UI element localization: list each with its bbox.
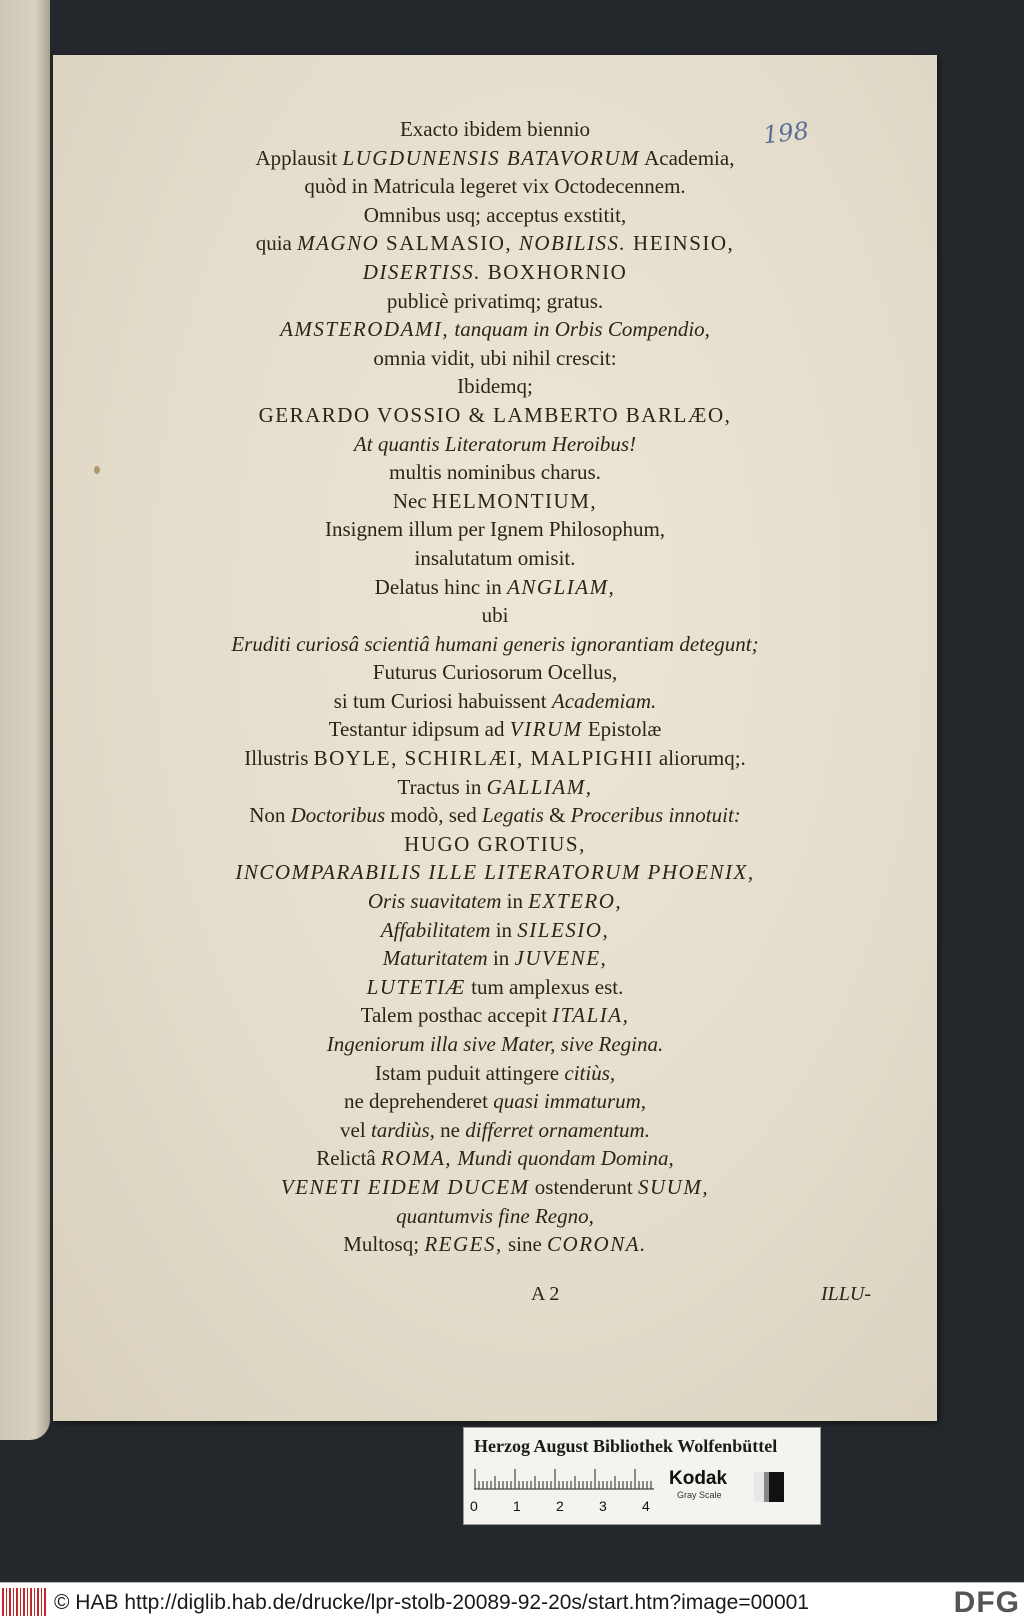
text-line <box>113 372 877 401</box>
text-segment: GERARDO VOSSIO & LAMBERTO BARLÆO, <box>258 402 732 427</box>
text-segment: quia <box>255 231 298 256</box>
text-segment: quantumvis fine Regno, <box>396 1203 594 1228</box>
text-segment: At quantis Literatorum Heroibus! <box>353 431 637 456</box>
text-line <box>113 229 877 258</box>
text-segment: MAGNO <box>297 231 380 256</box>
text-line <box>113 287 877 316</box>
ruler-number: 0 <box>470 1498 478 1514</box>
text-segment: ROMA, <box>380 1146 453 1171</box>
ruler-number: 3 <box>599 1498 607 1514</box>
source-url[interactable]: © HAB http://diglib.hab.de/drucke/lpr-stolb-20089-92-20s/start.htm?image=00001 <box>54 1591 809 1614</box>
text-segment: modò, sed <box>385 803 482 828</box>
text-line <box>113 1173 877 1202</box>
text-segment: tardiùs, <box>370 1117 435 1142</box>
text-line <box>113 658 877 687</box>
text-segment: Eruditi curiosâ scientiâ humani generis ignorantiam detegunt; <box>231 631 759 656</box>
text-segment: tanquam in Orbis Compendio, <box>449 317 710 342</box>
text-segment: omnia vidit, ubi nihil crescit: <box>373 345 617 370</box>
scale-ruler <box>474 1468 654 1490</box>
text-segment: ne deprehenderet <box>343 1089 494 1114</box>
text-segment: in <box>490 917 518 942</box>
text-segment: GALLIAM, <box>486 774 593 799</box>
text-segment: Proceribus innotuit: <box>570 803 741 828</box>
kodak-logo <box>669 1468 727 1500</box>
paper-stain <box>94 466 100 474</box>
text-segment: Multosq; <box>343 1232 425 1257</box>
ruler-number: 1 <box>513 1498 521 1514</box>
text-line <box>113 715 877 744</box>
text-line <box>113 315 877 344</box>
scanned-page <box>53 55 937 1421</box>
text-segment: NOBILISS. <box>518 231 627 256</box>
text-segment: LUTETIÆ <box>366 974 466 999</box>
text-segment: BOYLE, SCHIRLÆI, MALPIGHII <box>313 746 654 771</box>
text-segment: sine <box>502 1232 548 1257</box>
text-segment: Omnibus usq; acceptus exstitit, <box>363 202 627 227</box>
text-segment: DISERTISS. <box>362 259 481 284</box>
text-segment: Oris suavitatem <box>367 889 502 914</box>
text-segment: ANGLIAM, <box>507 574 616 599</box>
text-segment: Academiam. <box>551 688 657 713</box>
gray-swatch <box>754 1472 784 1502</box>
text-segment: HUGO GROTIUS, <box>404 831 586 856</box>
text-line <box>113 344 877 373</box>
text-segment: Academia, <box>640 145 735 170</box>
text-line <box>113 573 877 602</box>
text-segment: HELMONTIUM, <box>431 488 598 513</box>
kodak-subtitle: Gray Scale <box>677 1490 722 1500</box>
text-segment: ITALIA, <box>552 1003 630 1028</box>
text-line <box>113 944 877 973</box>
page-footer <box>113 1283 877 1311</box>
text-line <box>113 201 877 230</box>
text-line <box>113 144 877 173</box>
text-segment: citiùs, <box>564 1060 616 1085</box>
text-segment: AMSTERODAMI, <box>280 317 450 342</box>
color-calibration-card <box>463 1427 821 1525</box>
text-line <box>113 1230 877 1259</box>
text-segment: SILESIO, <box>517 917 610 942</box>
text-line <box>113 1030 877 1059</box>
text-line <box>113 1001 877 1030</box>
text-line <box>113 687 877 716</box>
text-line <box>113 544 877 573</box>
text-segment: Applausit <box>255 145 343 170</box>
footer-bar <box>0 1582 1024 1621</box>
text-segment: BOXHORNIO <box>481 259 628 284</box>
library-name: Herzog August Bibliothek Wolfenbüttel <box>474 1436 778 1456</box>
text-line <box>113 115 877 144</box>
text-segment: Doctoribus <box>290 803 386 828</box>
text-segment: Ibidemq; <box>457 374 533 399</box>
text-segment: & <box>543 803 571 828</box>
text-line <box>113 1116 877 1145</box>
text-segment: EXTERO, <box>528 889 623 914</box>
text-segment: Insignem illum per Ignem Philosophum, <box>324 517 666 542</box>
text-segment: ostenderunt <box>529 1174 639 1199</box>
text-line <box>113 630 877 659</box>
text-segment: quasi immaturum, <box>493 1089 647 1114</box>
text-segment: aliorumq;. <box>653 746 746 771</box>
text-segment: ne <box>434 1117 466 1142</box>
text-segment: publicè privatimq; gratus. <box>386 288 604 313</box>
text-line <box>113 487 877 516</box>
barcode-icon <box>2 1588 46 1616</box>
text-segment: VIRUM <box>509 717 583 742</box>
text-segment: vel <box>340 1117 371 1142</box>
text-segment: REGES, <box>424 1232 503 1257</box>
text-segment: Ingeniorum illa sive Mater, sive Regina. <box>326 1032 664 1056</box>
text-line <box>113 858 877 887</box>
text-line <box>113 258 877 287</box>
text-line <box>113 916 877 945</box>
text-segment: Tractus in <box>397 774 487 799</box>
text-segment: tum amplexus est. <box>465 974 624 999</box>
text-segment: Testantur idipsum ad <box>328 717 510 742</box>
text-segment: insalutatum omisit. <box>414 545 576 570</box>
text-line <box>113 1087 877 1116</box>
text-segment: Delatus hinc in <box>374 574 508 599</box>
text-segment: VENETI EIDEM DUCEM <box>280 1174 530 1199</box>
text-segment: ubi <box>481 603 509 628</box>
text-segment: quòd in Matricula legeret vix Octodecennem. <box>304 174 686 199</box>
text-segment: in <box>487 946 515 971</box>
text-segment: Istam puduit attingere <box>374 1060 565 1085</box>
text-segment: Non <box>249 803 291 828</box>
catchword: ILLU- <box>820 1283 871 1305</box>
text-line <box>113 601 877 630</box>
text-line <box>113 744 877 773</box>
text-line <box>113 458 877 487</box>
text-line <box>113 830 877 859</box>
text-segment: INCOMPARABILIS ILLE LITERATORUM PHOENIX, <box>235 860 755 885</box>
text-segment: Talem posthac accepit <box>360 1003 553 1028</box>
text-segment: Affabilitatem <box>380 917 491 942</box>
text-line <box>113 1202 877 1231</box>
text-segment: Illustris <box>244 746 314 771</box>
text-segment: Relictâ <box>316 1146 381 1171</box>
text-segment: Maturitatem <box>382 946 488 971</box>
text-segment: Epistolæ <box>582 717 662 742</box>
text-line <box>113 973 877 1002</box>
text-segment: Nec <box>392 488 432 513</box>
text-segment: differret ornamentum. <box>465 1117 650 1142</box>
ruler-number: 2 <box>556 1498 564 1514</box>
text-segment: si tum Curiosi habuissent <box>333 688 552 713</box>
text-segment: Exacto ibidem biennio <box>399 117 591 141</box>
text-line <box>113 515 877 544</box>
page-text-block <box>113 115 877 1259</box>
text-segment: JUVENE, <box>514 946 608 971</box>
text-segment: Legatis <box>481 803 544 828</box>
dfg-logo: DFG <box>953 1586 1020 1619</box>
text-segment: Futurus Curiosorum Ocellus, <box>372 660 618 685</box>
text-line <box>113 1144 877 1173</box>
text-line <box>113 401 877 430</box>
text-segment: Mundi quondam Domina, <box>452 1146 674 1171</box>
handwritten-folio-number: 198 <box>761 116 811 150</box>
text-segment: CORONA. <box>547 1232 647 1257</box>
text-segment: SUUM, <box>638 1174 710 1199</box>
text-line <box>113 801 877 830</box>
kodak-brand: Kodak <box>669 1468 728 1489</box>
text-line <box>113 1059 877 1088</box>
text-line <box>113 887 877 916</box>
text-segment: LUGDUNENSIS BATAVORUM <box>342 145 640 170</box>
text-segment: in <box>501 889 529 914</box>
text-segment: HEINSIO, <box>626 231 735 256</box>
text-segment: multis nominibus charus. <box>389 460 601 485</box>
adjacent-page-edge <box>0 0 50 1440</box>
text-line <box>113 172 877 201</box>
text-segment: SALMASIO, <box>379 231 519 256</box>
ruler-number: 4 <box>642 1498 650 1514</box>
text-line <box>113 430 877 459</box>
signature-mark: A 2 <box>531 1283 560 1305</box>
text-line <box>113 773 877 802</box>
